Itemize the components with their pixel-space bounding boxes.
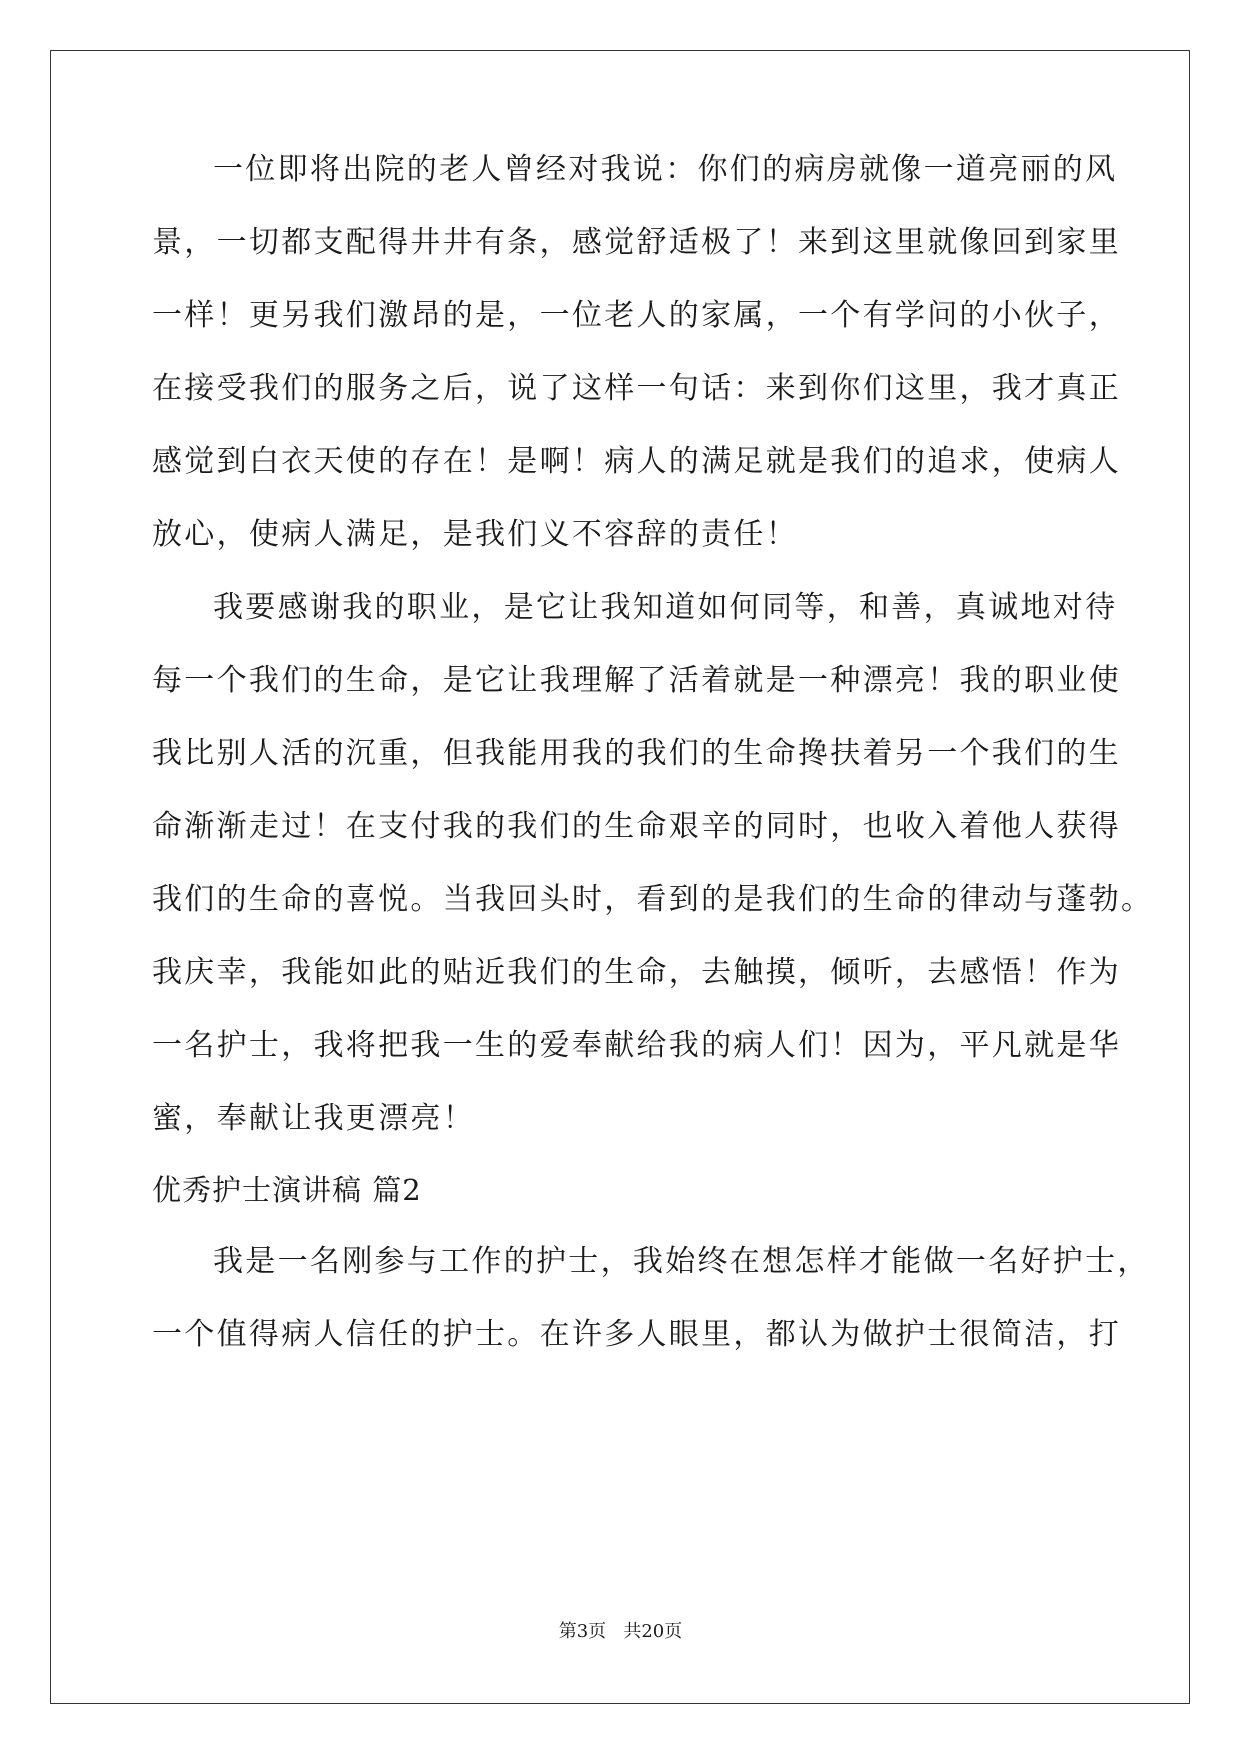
paragraph-3-line-2: 一个值得病人信任的护士。在许多人眼里，都认为做护士很简洁，打 bbox=[152, 1317, 1121, 1352]
paragraph-1-line-2: 景，一切都支配得井井有条，感觉舒适极了！来到这里就像回到家里 bbox=[152, 225, 1121, 260]
paragraph-2-line-1: 我要感谢我的职业，是它让我知道如何同等，和善，真诚地对待 bbox=[213, 590, 1118, 625]
paragraph-2-line-7: 一名护士，我将把我一生的爱奉献给我的病人们！因为，平凡就是华 bbox=[152, 1028, 1121, 1063]
section-heading: 优秀护士演讲稿 篇2 bbox=[152, 1173, 422, 1207]
paragraph-1-line-1: 一位即将出院的老人曾经对我说：你们的病房就像一道亮丽的风 bbox=[213, 152, 1118, 187]
paragraph-1-line-3: 一样！更另我们激昂的是，一位老人的家属，一个有学问的小伙子， bbox=[152, 298, 1121, 333]
paragraph-2-line-4: 命渐渐走过！在支付我的我们的生命艰辛的同时，也收入着他人获得 bbox=[152, 809, 1121, 844]
paragraph-3-line-1: 我是一名刚参与工作的护士，我始终在想怎样才能做一名好护士， bbox=[213, 1244, 1150, 1279]
paragraph-1-line-5: 感觉到白衣天使的存在！是啊！病人的满足就是我们的追求，使病人 bbox=[152, 444, 1121, 479]
paragraph-2-line-2: 每一个我们的生命，是它让我理解了活着就是一种漂亮！我的职业使 bbox=[152, 663, 1121, 698]
page-number: 第3页 共20页 bbox=[558, 1621, 683, 1642]
paragraph-2-line-5: 我们的生命的喜悦。当我回头时，看到的是我们的生命的律动与蓬勃。 bbox=[152, 882, 1154, 917]
paragraph-2-line-3: 我比别人活的沉重，但我能用我的我们的生命搀扶着另一个我们的生 bbox=[152, 736, 1121, 771]
paragraph-1-line-4: 在接受我们的服务之后，说了这样一句话：来到你们这里，我才真正 bbox=[152, 371, 1121, 406]
paragraph-2-line-8: 蜜，奉献让我更漂亮！ bbox=[152, 1101, 475, 1136]
paragraph-1-line-6: 放心，使病人满足，是我们义不容辞的责任！ bbox=[152, 517, 798, 552]
paragraph-2-line-6: 我庆幸，我能如此的贴近我们的生命，去触摸，倾听，去感悟！作为 bbox=[152, 955, 1121, 990]
